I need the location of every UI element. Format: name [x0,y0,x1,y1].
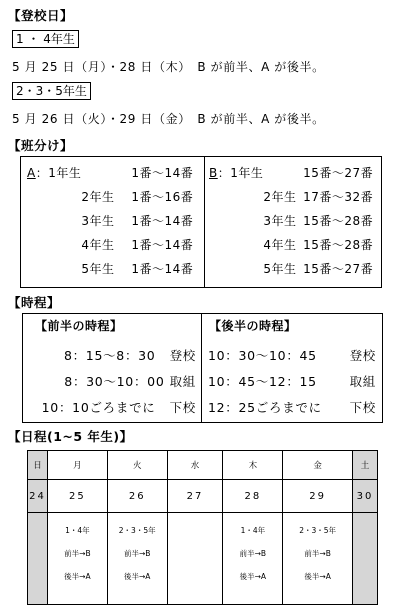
info-cell-mon: 1・4年 前半→B 後半→A [47,513,107,605]
weekday-mon: 月 [47,451,107,480]
calendar-info-row [28,513,378,605]
second-half-row: 12：25ごろまでに 下校 [208,400,376,415]
second-half-row: 10：45～12：15 取組 [208,374,376,389]
grades-box-1-4: 1 ・ 4年生 [12,30,79,48]
group-b-label: B [209,165,218,180]
group-b-row: 5年生 15番～27番 [263,261,374,276]
first-half-row: 8：30～10：00 取組 [64,374,196,389]
group-b-row: B：1年生 15番～27番 [209,165,374,180]
group-a-label: A [27,165,36,180]
groups-box [20,156,382,288]
calendar-weekday-row [28,451,378,480]
info-cell-sun [28,513,48,605]
date-cell: 25 [47,480,107,513]
second-half-row: 10：30～10：45 登校 [208,348,376,363]
schooldays-line-2-3-5: 5 月 26 日（火）・29 日（金） B が前半、A が後半。 [12,112,325,126]
group-b-row: 4年生 15番～28番 [263,237,374,252]
schedule-heading: 【日程(1~5 年生)】 [8,429,133,444]
group-a-row: 2年生 1番～16番 [81,189,194,204]
first-half-table [27,342,197,420]
group-b-row: 2年生 17番～32番 [263,189,374,204]
schooldays-heading: 【登校日】 [8,8,74,23]
group-a-row: 5年生 1番～14番 [81,261,194,276]
second-half-table [207,342,377,420]
times-box [22,313,383,423]
group-a-row: A：1年生 1番～14番 [27,165,194,180]
weekday-wed: 水 [167,451,223,480]
info-cell-fri: 2・3・5年 前半→B 後半→A [283,513,353,605]
times-heading: 【時程】 [8,295,61,310]
date-cell: 29 [283,480,353,513]
schedule-calendar [27,450,378,605]
first-half-title: 【前半の時程】 [35,319,123,333]
group-b-table [209,160,381,280]
weekday-tue: 火 [107,451,167,480]
date-cell: 26 [107,480,167,513]
info-cell-wed [167,513,223,605]
date-cell: 28 [223,480,283,513]
group-b-row: 3年生 15番～28番 [263,213,374,228]
groups-heading: 【班分け】 [8,138,74,153]
calendar-date-row [28,480,378,513]
info-cell-thu: 1・4年 前半→B 後半→A [223,513,283,605]
second-half-title: 【後半の時程】 [209,319,297,333]
group-a-table [27,160,211,280]
first-half-row: 10：10ごろまでに 下校 [41,400,196,415]
weekday-sun: 日 [28,451,48,480]
schooldays-line-1-4: 5 月 25 日（月）・28 日（木） B が前半、A が後半。 [12,60,325,74]
date-cell: 30 [353,480,378,513]
weekday-thu: 木 [223,451,283,480]
date-cell: 24 [28,480,48,513]
info-cell-tue: 2・3・5年 前半→B 後半→A [107,513,167,605]
date-cell: 27 [167,480,223,513]
info-cell-sat [353,513,378,605]
weekday-fri: 金 [283,451,353,480]
times-divider [201,314,202,422]
group-a-row: 3年生 1番～14番 [81,213,194,228]
first-half-row: 8：15～8：30 登校 [63,348,196,363]
group-a-row: 4年生 1番～14番 [81,237,194,252]
weekday-sat: 土 [353,451,378,480]
grades-box-2-3-5: 2・3・5年生 [12,82,91,100]
